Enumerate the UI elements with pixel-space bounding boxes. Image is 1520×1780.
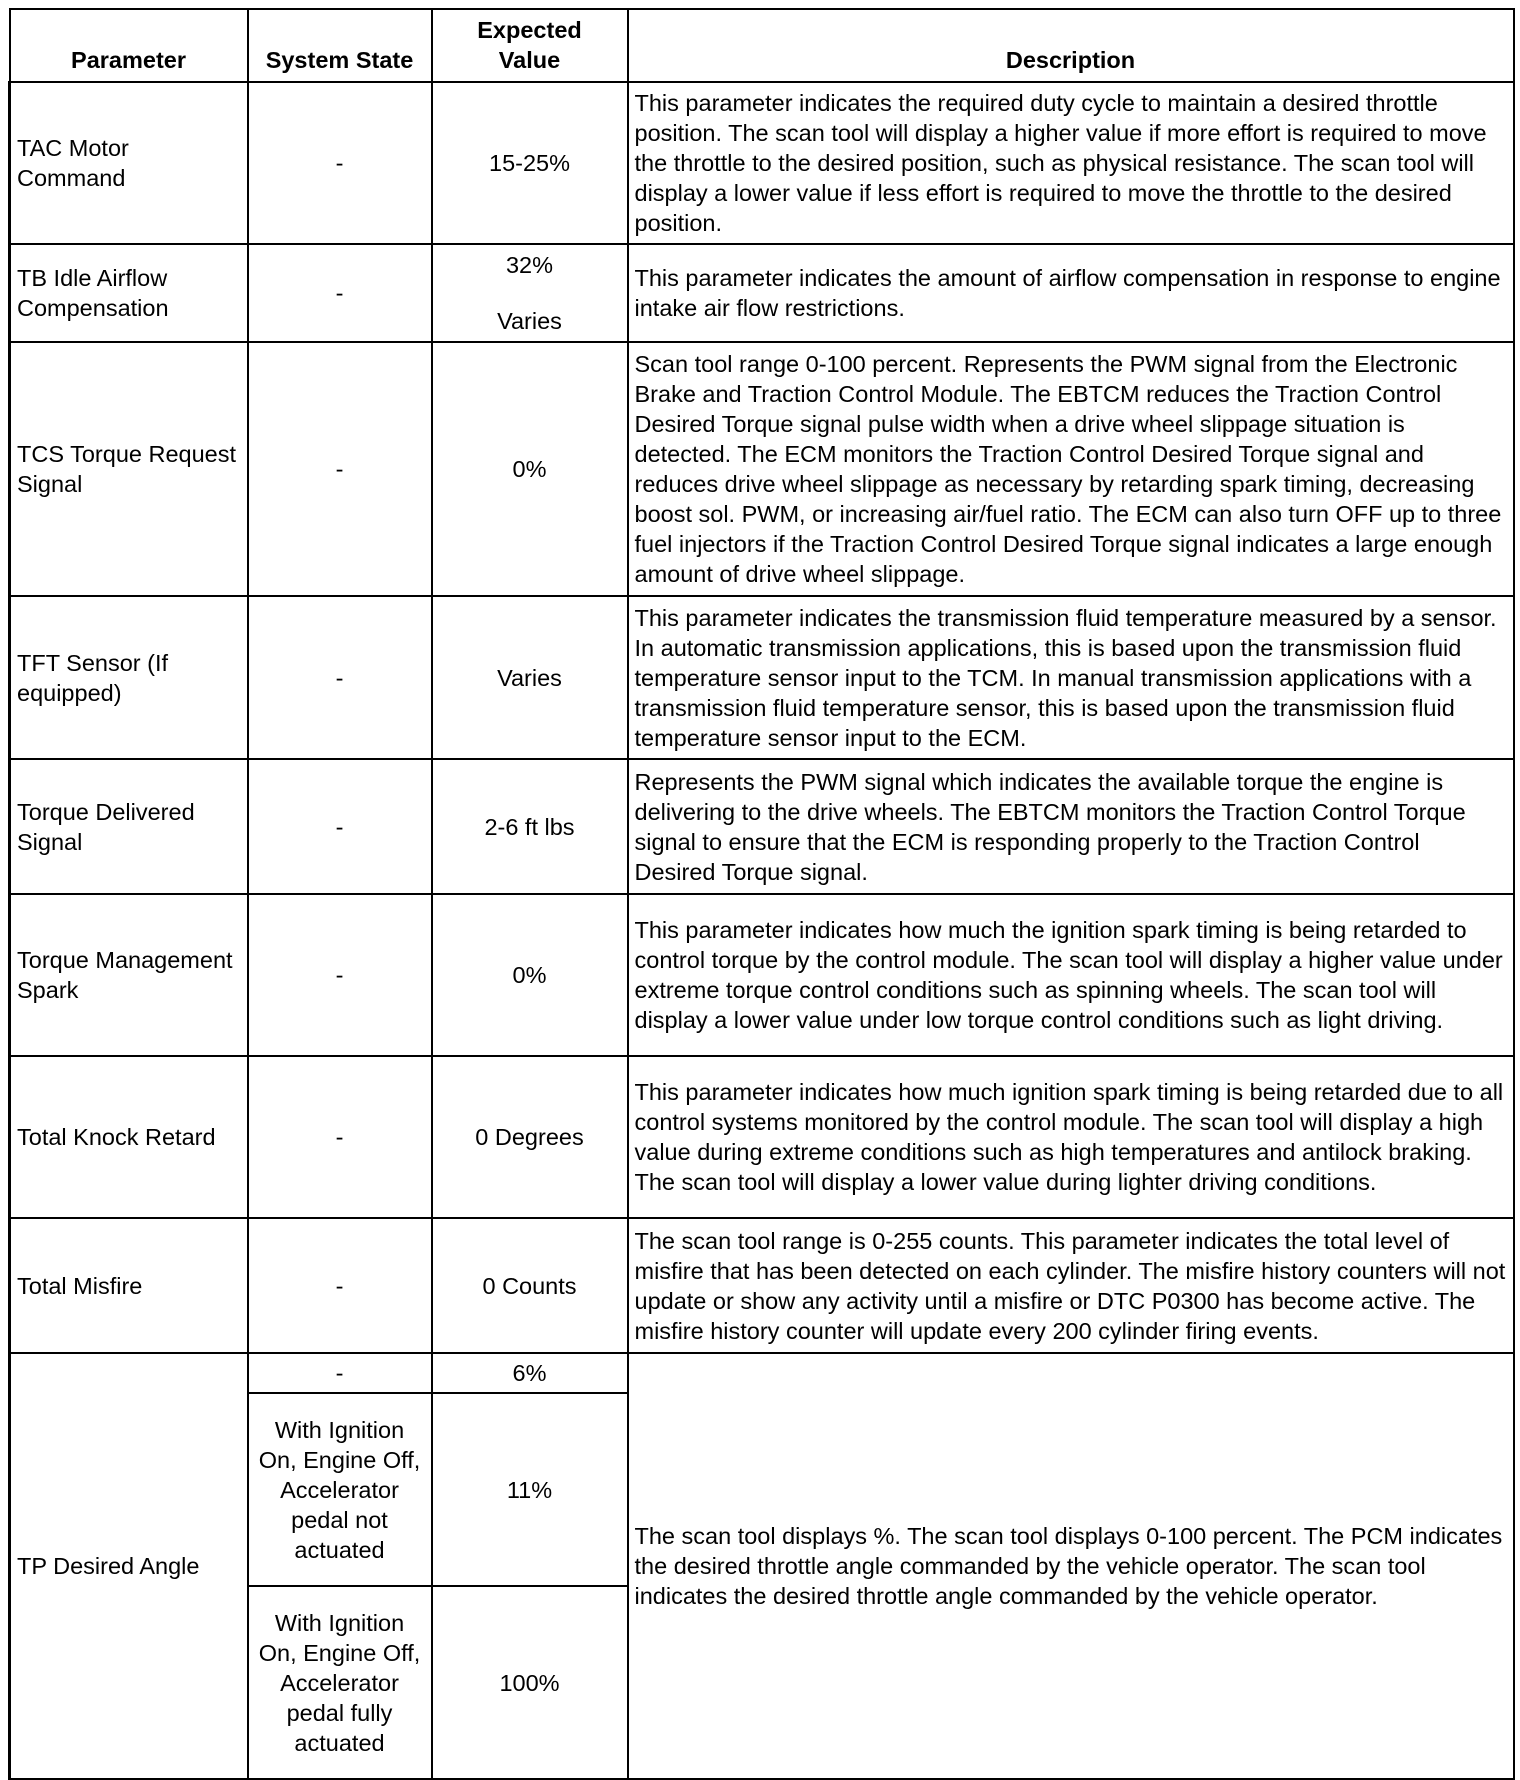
expected-value-cell: [432, 244, 628, 342]
expected-value-cell: 0 Degrees: [432, 1056, 628, 1218]
table-row: [10, 596, 1514, 759]
system-state-cell: -: [248, 1218, 432, 1353]
system-state-cell: -: [248, 596, 432, 759]
parameter-cell: TAC Motor Command: [10, 82, 248, 244]
system-state-cell: -: [248, 82, 432, 244]
header-parameter: Parameter: [10, 9, 248, 82]
parameter-cell: TCS Torque Request Signal: [10, 342, 248, 596]
expected-value-cell: 15-25%: [432, 82, 628, 244]
header-system-state: System State: [248, 9, 432, 82]
parameter-cell: TP Desired Angle: [10, 1353, 248, 1779]
header-expected-value-line2: Value: [498, 47, 561, 73]
description-cell: Represents the PWM signal which indicates the available torque the engine is delivering to the drive wheels. The EBTCM monitors the Traction Control Torque signal to ensure that the ECM is responding properly to the Traction Control Desired Torque signal.: [628, 759, 1514, 894]
table-row: [10, 894, 1514, 1056]
parameter-cell: Total Knock Retard: [10, 1056, 248, 1218]
header-row: [10, 9, 1514, 82]
system-state-cell: With Ignition On, Engine Off, Accelerator pedal fully actuated: [248, 1586, 432, 1779]
table-row: [10, 244, 1514, 342]
header-expected-value: [432, 9, 628, 82]
system-state-cell: -: [248, 1056, 432, 1218]
description-cell: This parameter indicates how much ignition spark timing is being retarded due to all control systems monitored by the control module. The scan tool will display a high value during extreme conditions such as high temperatures and antilock braking. The scan tool will display a lower value during lighter driving conditions.: [628, 1056, 1514, 1218]
description-cell: This parameter indicates the required duty cycle to maintain a desired throttle position. The scan tool will display a higher value if more effort is required to move the throttle to the desired position, such as physical resistance. The scan tool will display a lower value if less effort is required to move the throttle to the desired position.: [628, 82, 1514, 244]
parameter-table: [8, 8, 1515, 1780]
expected-value-line2: Varies: [497, 308, 562, 334]
expected-value-cell: 0%: [432, 894, 628, 1056]
table-row: [10, 82, 1514, 244]
system-state-cell: -: [248, 894, 432, 1056]
description-cell: The scan tool range is 0-255 counts. This parameter indicates the total level of misfire that has been detected on each cylinder. The misfire history counters will not update or show any activity until a misfire or DTC P0300 has become active. The misfire history counter will update every 200 cylinder firing events.: [628, 1218, 1514, 1353]
header-expected-value-line1: Expected: [477, 17, 582, 43]
expected-value-cell: 11%: [432, 1393, 628, 1586]
parameter-cell: Torque Management Spark: [10, 894, 248, 1056]
parameter-cell: TB Idle Airflow Compensation: [10, 244, 248, 342]
description-cell: Scan tool range 0-100 percent. Represents the PWM signal from the Electronic Brake and Traction Control Module. The EBTCM reduces the Traction Control Desired Torque signal pulse width when a drive wheel slippage situation is detected. The ECM monitors the Traction Control Desired Torque signal and reduces drive wheel slippage as necessary by retarding spark timing, decreasing boost sol. PWM, or increasing air/fuel ratio. The ECM can also turn OFF up to three fuel injectors if the Traction Control Desired Torque signal indicates a large enough amount of drive wheel slippage.: [628, 342, 1514, 596]
parameter-cell: Torque Delivered Signal: [10, 759, 248, 894]
system-state-cell: -: [248, 1353, 432, 1393]
table-row: [10, 1218, 1514, 1353]
expected-value-cell: 100%: [432, 1586, 628, 1779]
expected-value-cell: 6%: [432, 1353, 628, 1393]
table-row: [10, 342, 1514, 596]
description-cell: This parameter indicates how much the ignition spark timing is being retarded to control torque by the control module. The scan tool will display a higher value under extreme torque control conditions such as spinning wheels. The scan tool will display a lower value under low torque control conditions such as light driving.: [628, 894, 1514, 1056]
description-cell: This parameter indicates the transmission fluid temperature measured by a sensor. In automatic transmission applications, this is based upon the transmission fluid temperature sensor input to the TCM. In manual transmission applications with a transmission fluid temperature sensor, this is based upon the transmission fluid temperature sensor input to the ECM.: [628, 596, 1514, 759]
system-state-cell: -: [248, 759, 432, 894]
table-row: [10, 1056, 1514, 1218]
expected-value-cell: 0%: [432, 342, 628, 596]
expected-value-cell: 0 Counts: [432, 1218, 628, 1353]
parameter-cell: TFT Sensor (If equipped): [10, 596, 248, 759]
table-row: [10, 1353, 1514, 1393]
expected-value-gap: [439, 280, 621, 306]
expected-value-line1: 32%: [505, 252, 554, 278]
expected-value-cell: 2-6 ft lbs: [432, 759, 628, 894]
system-state-cell: -: [248, 342, 432, 596]
system-state-cell: -: [248, 244, 432, 342]
parameter-cell: Total Misfire: [10, 1218, 248, 1353]
table-row: [10, 759, 1514, 894]
expected-value-cell: Varies: [432, 596, 628, 759]
system-state-cell: With Ignition On, Engine Off, Accelerator pedal not actuated: [248, 1393, 432, 1586]
description-cell: This parameter indicates the amount of airflow compensation in response to engine intake air flow restrictions.: [628, 244, 1514, 342]
header-description: Description: [628, 9, 1514, 82]
description-cell: The scan tool displays %. The scan tool displays 0-100 percent. The PCM indicates the desired throttle angle commanded by the vehicle operator. The scan tool indicates the desired throttle angle commanded by the vehicle operator.: [628, 1353, 1514, 1779]
